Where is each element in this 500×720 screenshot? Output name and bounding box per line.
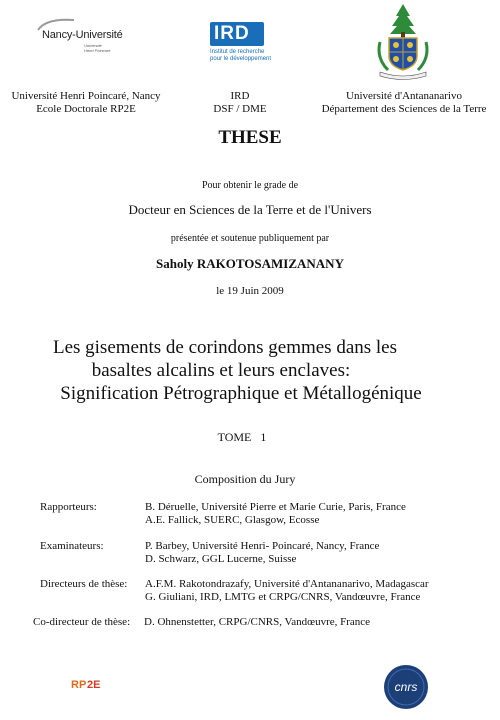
antananarivo-seal-icon	[372, 2, 434, 80]
ird-logo-text: IRD	[214, 23, 250, 44]
author-name: Saholy RAKOTOSAMIZANANY	[156, 256, 344, 271]
thesis-title-line2: basaltes alcalins et leurs enclaves:	[91, 360, 351, 381]
jury-member: P. Barbey, Université Henri- Poincaré, Nancy, France	[145, 540, 380, 552]
jury-group-label: Examinateurs:	[40, 540, 104, 552]
ird-logo-sub1: Institut de recherche	[210, 49, 265, 55]
jury-member: D. Ohnenstetter, CRPG/CNRS, Vandœuvre, France	[144, 616, 371, 628]
jury-members	[144, 616, 370, 629]
rp2e-logo	[70, 676, 104, 692]
jury-group-label: Rapporteurs:	[40, 501, 97, 513]
nancy-logo-sub2: Henri Poincaré	[84, 48, 111, 53]
jury-member: A.E. Fallick, SUERC, Glasgow, Ecosse	[145, 514, 320, 526]
nancy-universite-logo	[22, 14, 137, 74]
rp2e-logo-icon	[70, 676, 104, 692]
jury-group-rapporteurs	[0, 501, 500, 529]
svg-text:cnrs: cnrs	[394, 680, 418, 694]
institution-antananarivo-line2: Département des Sciences de la Terre	[321, 103, 487, 115]
defense-date: le 19 Juin 2009	[216, 285, 284, 297]
ird-logo-subtext	[210, 49, 271, 63]
degree-text: Docteur en Sciences de la Terre et de l'Univers	[128, 202, 372, 217]
institution-nancy	[0, 90, 172, 116]
thesis-title-line3: Signification Pétrographique et Métallogénique	[60, 383, 422, 404]
thesis-title	[0, 336, 490, 405]
jury-members	[145, 540, 379, 566]
institution-antananarivo	[308, 90, 500, 116]
nancy-logo-text: Nancy-Université	[42, 29, 123, 41]
ird-logo-sub2: pour le développement	[210, 56, 272, 62]
nancy-logo-sub1: Université	[84, 43, 102, 48]
jury-group-directeurs	[0, 578, 500, 606]
jury-group-co-directeur	[0, 616, 500, 630]
institution-ird	[190, 90, 290, 116]
jury-group-label: Directeurs de thèse:	[40, 578, 128, 590]
cnrs-logo-icon	[383, 664, 429, 710]
document-heading: THESE	[218, 127, 282, 148]
institution-nancy-line1: Université Henri Poincaré, Nancy	[11, 90, 161, 102]
nancy-logo-subtext	[84, 43, 110, 53]
tome-label: TOME 1	[217, 430, 267, 444]
institution-nancy-line2: Ecole Doctorale RP2E	[36, 103, 136, 115]
thesis-title-line1: Les gisements de corindons gemmes dans les	[52, 337, 398, 358]
antananarivo-seal-logo	[372, 2, 434, 80]
institution-antananarivo-line1: Université d'Antananarivo	[346, 90, 462, 102]
jury-heading: Composition du Jury	[194, 472, 296, 486]
jury-member: G. Giuliani, IRD, LMTG et CRPG/CNRS, Vandœuvre, France	[145, 591, 421, 603]
obtain-text: Pour obtenir le grade de	[201, 180, 299, 191]
jury-member: A.F.M. Rakotondrazafy, Université d'Antananarivo, Madagascar	[145, 578, 429, 590]
jury-members	[145, 578, 429, 604]
presented-text: présentée et soutenue publiquement par	[170, 233, 330, 244]
ird-logo	[204, 18, 284, 74]
jury-members	[145, 501, 406, 527]
institution-ird-line1: IRD	[230, 90, 250, 102]
jury-group-label: Co-directeur de thèse:	[33, 616, 131, 628]
svg-text:RP: RP	[71, 679, 87, 691]
jury-member: D. Schwarz, GGL Lucerne, Suisse	[145, 553, 297, 565]
jury-member: B. Déruelle, Université Pierre et Marie Curie, Paris, France	[145, 501, 406, 513]
svg-text:2E: 2E	[87, 679, 101, 691]
institution-ird-line2: DSF / DME	[213, 103, 267, 115]
jury-group-examinateurs	[0, 540, 500, 568]
cnrs-logo	[383, 664, 429, 710]
